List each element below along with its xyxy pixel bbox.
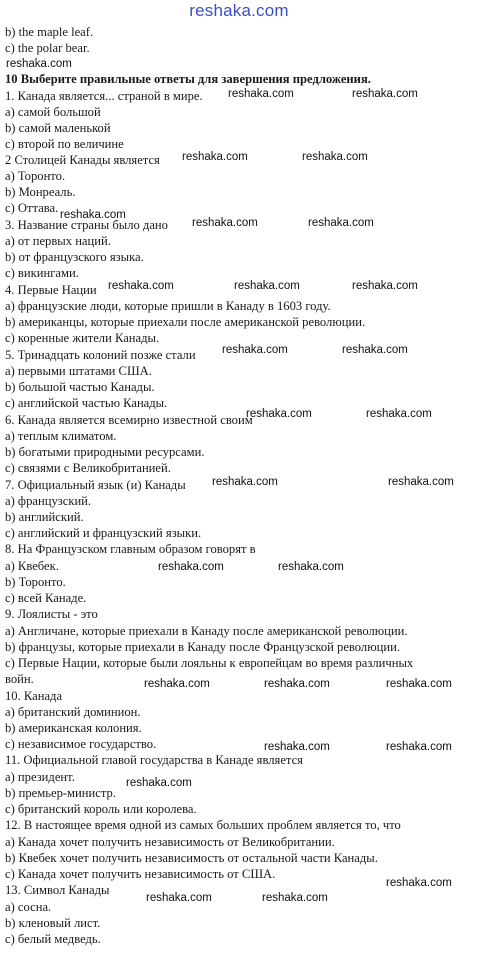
text-line: 1. Канада является... страной в мире. bbox=[5, 89, 203, 103]
site-title[interactable]: reshaka.com bbox=[189, 1, 289, 20]
text-line: c) Канада хочет получить независимость от США. bbox=[5, 867, 276, 881]
watermark: reshaka.com bbox=[182, 151, 248, 163]
text-line: c) викингами. bbox=[5, 266, 79, 280]
text-line: войн. bbox=[5, 672, 34, 686]
text-line: b) самой маленькой bbox=[5, 121, 111, 135]
text-line: b) премьер-министр. bbox=[5, 786, 116, 800]
text-line: 4. Первые Нации bbox=[5, 283, 97, 297]
watermark: reshaka.com bbox=[146, 892, 212, 904]
watermark: reshaka.com bbox=[6, 58, 72, 70]
watermark: reshaka.com bbox=[144, 678, 210, 690]
text-line: 7. Официальный язык (и) Канады bbox=[5, 478, 186, 492]
watermark: reshaka.com bbox=[366, 408, 432, 420]
text-line: b) Монреаль. bbox=[5, 185, 76, 199]
watermark: reshaka.com bbox=[228, 88, 294, 100]
text-line: a) президент. bbox=[5, 770, 75, 784]
watermark: reshaka.com bbox=[308, 217, 374, 229]
text-line: c) британский король или королева. bbox=[5, 802, 197, 816]
text-line: c) английский и французский языки. bbox=[5, 526, 202, 540]
text-line: a) британский доминион. bbox=[5, 705, 141, 719]
text-line: 2 Столицей Канады является bbox=[5, 153, 160, 167]
text-line: 6. Канада является всемирно известной своим bbox=[5, 413, 253, 427]
text-line: a) Канада хочет получить независимость от Великобритании. bbox=[5, 835, 335, 849]
watermark: reshaka.com bbox=[264, 741, 330, 753]
text-line: b) французы, которые приехали в Канаду после Французской революции. bbox=[5, 640, 400, 654]
text-line: c) белый медведь. bbox=[5, 932, 101, 946]
watermark: reshaka.com bbox=[352, 280, 418, 292]
watermark: reshaka.com bbox=[234, 280, 300, 292]
text-line: c) Первые Нации, которые были лояльны к европейцам во время различных bbox=[5, 656, 414, 670]
text-line: c) второй по величине bbox=[5, 137, 124, 151]
text-line: c) независимое государство. bbox=[5, 737, 157, 751]
text-line: b) английский. bbox=[5, 510, 84, 524]
text-line: b) американская колония. bbox=[5, 721, 142, 735]
text-line: c) коренные жители Канады. bbox=[5, 331, 160, 345]
text-line: c) связями с Великобританией. bbox=[5, 461, 171, 475]
watermark: reshaka.com bbox=[126, 777, 192, 789]
text-line: b) кленовый лист. bbox=[5, 916, 101, 930]
watermark: reshaka.com bbox=[262, 892, 328, 904]
text-line: 5. Тринадцать колоний позже стали bbox=[5, 348, 196, 362]
text-line: 8. На Французском главным образом говорят в bbox=[5, 542, 256, 556]
watermark: reshaka.com bbox=[278, 561, 344, 573]
watermark: reshaka.com bbox=[342, 344, 408, 356]
watermark: reshaka.com bbox=[386, 678, 452, 690]
text-line: 12. В настоящее время одной из самых больших проблем является то, что bbox=[5, 818, 401, 832]
text-line: c) Оттава. bbox=[5, 201, 59, 215]
watermark: reshaka.com bbox=[158, 561, 224, 573]
text-line: 13. Символ Канады bbox=[5, 883, 110, 897]
text-line: a) французский. bbox=[5, 494, 92, 508]
text-line: a) Англичане, которые приехали в Канаду после американской революции. bbox=[5, 624, 408, 638]
text-line: a) от первых наций. bbox=[5, 234, 111, 248]
text-line: c) the polar bear. bbox=[5, 41, 90, 55]
watermark: reshaka.com bbox=[352, 88, 418, 100]
text-line: b) Торонто. bbox=[5, 575, 66, 589]
text-line: 3. Название страны было дано bbox=[5, 218, 168, 232]
text-line: 9. Лоялисты - это bbox=[5, 607, 98, 621]
text-line: c) всей Канаде. bbox=[5, 591, 87, 605]
watermark: reshaka.com bbox=[222, 344, 288, 356]
text-line: a) теплым климатом. bbox=[5, 429, 117, 443]
watermark: reshaka.com bbox=[212, 476, 278, 488]
text-line: 10. Канада bbox=[5, 689, 63, 703]
watermark: reshaka.com bbox=[246, 408, 312, 420]
watermark: reshaka.com bbox=[264, 678, 330, 690]
text-line: a) первыми штатами США. bbox=[5, 364, 152, 378]
text-line: b) the maple leaf. bbox=[5, 25, 94, 39]
text-line: b) от французского языка. bbox=[5, 250, 144, 264]
text-line: b) американцы, которые приехали после американской революции. bbox=[5, 315, 366, 329]
text-line: c) английской частью Канады. bbox=[5, 396, 168, 410]
watermark: reshaka.com bbox=[386, 877, 452, 889]
watermark: reshaka.com bbox=[302, 151, 368, 163]
text-line: a) французские люди, которые пришли в Канаду в 1603 году. bbox=[5, 299, 331, 313]
watermark: reshaka.com bbox=[60, 209, 126, 221]
section-heading: 10 Выберите правильные ответы для завершения предложения. bbox=[5, 72, 371, 86]
text-line: 11. Официальной главой государства в Канаде является bbox=[5, 753, 303, 767]
text-line: a) Торонто. bbox=[5, 169, 66, 183]
watermark: reshaka.com bbox=[388, 476, 454, 488]
watermark: reshaka.com bbox=[108, 280, 174, 292]
text-line: a) самой большой bbox=[5, 105, 101, 119]
watermark: reshaka.com bbox=[192, 217, 258, 229]
watermark: reshaka.com bbox=[386, 741, 452, 753]
text-line: a) Квебек. bbox=[5, 559, 59, 573]
text-line: b) большой частью Канады. bbox=[5, 380, 155, 394]
text-line: b) Квебек хочет получить независимость от остальной части Канады. bbox=[5, 851, 378, 865]
text-line: a) сосна. bbox=[5, 900, 52, 914]
text-line: b) богатыми природными ресурсами. bbox=[5, 445, 205, 459]
